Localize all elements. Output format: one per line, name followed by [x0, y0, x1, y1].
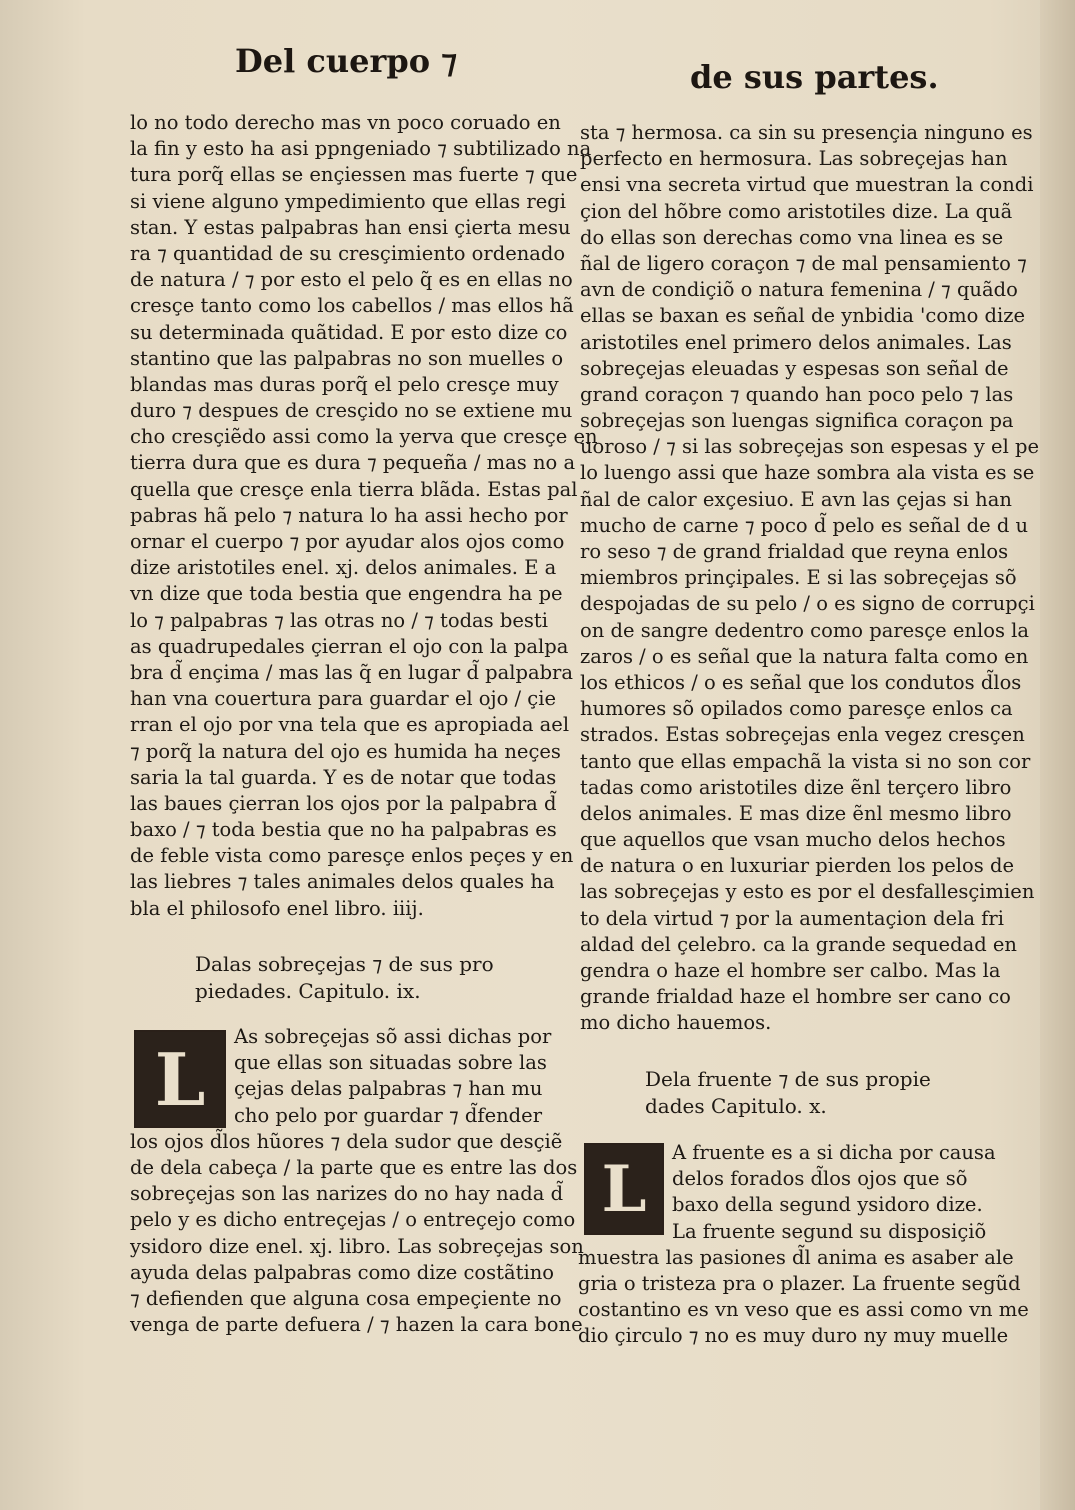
running-head-left: Del cuerpo ⁊ [235, 42, 458, 80]
chapter-heading-ix [195, 951, 494, 1005]
text-line: las baues çierran los ojos por la palpabra d̃ [130, 791, 557, 815]
text-line: cho pelo por guardar ⁊ d̃fender [234, 1103, 543, 1127]
text-line: si viene alguno ympedimiento que ellas regi [130, 189, 566, 213]
text-line: ensi vna secreta virtud que muestran la condi [580, 173, 1034, 197]
text-line: mo dicho hauemos. [580, 1011, 772, 1035]
text-line: lo no todo derecho mas vn poco coruado en [130, 111, 561, 134]
text-line: ra ⁊ quantidad de su cresçimiento ordenado [130, 241, 566, 265]
text-line: delos forados d̃los ojos que sõ [672, 1167, 968, 1191]
text-line: blandas mas duras porq̃ el pelo cresçe muy [130, 372, 559, 396]
text-line: ñal de ligero coraçon ⁊ de mal pensamiento ⁊ [580, 251, 1027, 275]
text-line: lo ⁊ palpabras ⁊ las otras no / ⁊ todas besti [130, 608, 548, 632]
text-line: cresçe tanto como los cabellos / mas ellos hã [130, 294, 574, 318]
text-line: rran el ojo por vna tela que es apropiada ael [130, 713, 570, 737]
text-line: aristotiles enel primero delos animales. Las [580, 330, 1012, 354]
text-line: tadas como aristotiles dize ẽnl terçero libro [580, 775, 1012, 799]
left-column-text-b [130, 1024, 584, 1338]
chapter-heading-line: Dela fruente ⁊ de sus propie [645, 1067, 931, 1091]
text-line: humores sõ opilados como paresçe enlos ca [580, 697, 1013, 721]
text-line: tanto que ellas empachã la vista si no son cor [580, 749, 1031, 773]
text-line: tierra dura que es dura ⁊ pequeña / mas no a [130, 451, 576, 475]
text-line: zaros / o es señal que la natura falta como en [580, 644, 1029, 668]
text-line: de dela cabeça / la parte que es entre las dos [130, 1155, 578, 1179]
text-line: quella que cresçe enla tierra blãda. Estas pal [130, 477, 578, 501]
text-line: lo luengo assi que haze sombra ala vista es se [580, 461, 1035, 485]
text-line: La fruente segund su disposiçiõ [672, 1219, 987, 1243]
text-line: despojadas de su pelo / o es signo de corrupçi [580, 592, 1035, 616]
text-line: grande frialdad haze el hombre ser cano co [580, 985, 1011, 1009]
text-line: vn dize que toda bestia que engendra ha pe [130, 582, 563, 606]
text-line: do ellas son derechas como vna linea es se [580, 225, 1004, 249]
text-line: baxo della segund ysidoro dize. [672, 1193, 983, 1217]
text-line: ornar el cuerpo ⁊ por ayudar alos ojos como [130, 530, 565, 553]
text-line: bla el philosofo enel libro. iiij. [130, 896, 424, 920]
text-line: saria la tal guarda. Y es de notar que todas [130, 765, 557, 789]
text-line: avn de condiçiõ o natura femenina / ⁊ quãdo [580, 278, 1018, 302]
text-line: stantino que las palpabras no son muelles o [130, 346, 564, 370]
text-line: pabras hã pelo ⁊ natura lo ha assi hecho por [130, 503, 568, 527]
text-line: delos animales. E mas dize ẽnl mesmo libro [580, 801, 1012, 825]
text-line: bra d̃ ençima / mas las q̃ en lugar d̃ palpabra [130, 660, 574, 684]
text-line: ⁊ porq̃ la natura del ojo es humida ha neçes [130, 739, 561, 763]
right-column-text-b [578, 1140, 1029, 1350]
text-line: as quadrupedales çierran el ojo con la palpa [130, 634, 569, 658]
text-line: sobreçejas son las narizes do no hay nada d̃ [130, 1182, 564, 1206]
text-line: grand coraçon ⁊ quando han poco pelo ⁊ las [580, 382, 1014, 406]
text-line: dize aristotiles enel. xj. delos animales. E a [130, 556, 557, 580]
text-line: çion del hõbre como aristotiles dize. La quã [580, 199, 1013, 223]
drop-cap-right: L [584, 1143, 664, 1235]
right-column-text [580, 120, 1039, 1037]
text-line: las sobreçejas y esto es por el desfallesçimien [580, 880, 1035, 904]
text-line: la fin y esto ha asi ppngeniado ⁊ subtilizado na [130, 137, 592, 161]
chapter-heading-line: Dalas sobreçejas ⁊ de sus pro [195, 952, 494, 976]
text-line: stan. Y estas palpabras han ensi çierta mesu [130, 215, 571, 239]
chapter-heading-line: dades Capitulo. x. [645, 1094, 827, 1118]
text-line: su determinada quãtidad. E por esto dize co [130, 320, 568, 344]
text-line: uoroso / ⁊ si las sobreçejas son espesas y el pe [580, 435, 1040, 459]
text-line: on de sangre dedentro como paresçe enlos la [580, 618, 1030, 642]
text-line: ⁊ defienden que alguna cosa empeçiente no [130, 1286, 562, 1310]
text-line: sobreçejas son luengas significa coraçon pa [580, 409, 1014, 433]
page-gutter [1040, 0, 1075, 1510]
text-line: ro seso ⁊ de grand frialdad que reyna enlos [580, 540, 1009, 563]
text-line: gria o tristeza pra o plazer. La fruente segũd [578, 1271, 1021, 1295]
text-line: muestra las pasiones d̃l anima es asaber ale [578, 1245, 1014, 1269]
text-line: los ethicos / o es señal que los condutos d̃los [580, 670, 1022, 694]
chapter-heading-x [645, 1066, 931, 1120]
text-line: aldad del çelebro. ca la grande sequedad en [580, 932, 1017, 956]
text-line: cho cresçiẽdo assi como la yerva que cresçe en [130, 425, 598, 449]
text-line: A fruente es a si dicha por causa [672, 1141, 996, 1164]
text-line: dio çirculo ⁊ no es muy duro ny muy muelle [578, 1324, 1009, 1348]
text-line: que ellas son situadas sobre las [234, 1051, 547, 1075]
text-line: costantino es vn veso que es assi como vn me [578, 1298, 1029, 1322]
text-line: to dela virtud ⁊ por la aumentaçion dela fri [580, 906, 1004, 930]
text-line: ñal de calor exçesiuo. E avn las çejas si han [580, 487, 1012, 511]
text-line: que aquellos que vsan mucho delos hechos [580, 828, 1006, 852]
text-line: ellas se baxan es señal de ynbidia 'como dize [580, 304, 1026, 328]
text-line: mucho de carne ⁊ poco d̃ pelo es señal de d u [580, 513, 1029, 537]
left-column-text [130, 110, 598, 922]
text-line: las liebres ⁊ tales animales delos quales ha [130, 870, 555, 894]
text-line: duro ⁊ despues de cresçido no se extiene mu [130, 399, 573, 423]
text-line: çejas delas palpabras ⁊ han mu [234, 1077, 543, 1101]
drop-cap-left: L [134, 1030, 226, 1128]
text-line: perfecto en hermosura. Las sobreçejas han [580, 147, 1008, 171]
chapter-heading-line: piedades. Capitulo. ix. [195, 979, 421, 1003]
text-line: strados. Estas sobreçejas enla vegez cresçen [580, 723, 1025, 747]
text-line: gendra o haze el hombre ser calbo. Mas la [580, 959, 1001, 982]
text-line: sta ⁊ hermosa. ca sin su presençia ninguno es [580, 121, 1033, 144]
text-line: han vna couertura para guardar el ojo / çie [130, 687, 557, 711]
text-line: pelo y es dicho entreçejas / o entreçejo como [130, 1208, 576, 1232]
text-line: miembros prinçipales. E si las sobreçejas sõ [580, 566, 1017, 590]
text-line: ayuda delas palpabras como dize costãtino [130, 1260, 555, 1284]
text-line: ysidoro dize enel. xj. libro. Las sobreçejas son [130, 1234, 584, 1258]
text-line: As sobreçejas sõ assi dichas por [234, 1025, 552, 1048]
text-line: los ojos d̃los hũores ⁊ dela sudor que desçiẽ [130, 1129, 563, 1153]
text-line: de feble vista como paresçe enlos peçes y en [130, 844, 574, 868]
text-line: baxo / ⁊ toda bestia que no ha palpabras es [130, 818, 557, 842]
text-line: venga de parte defuera / ⁊ hazen la cara bone [130, 1313, 583, 1337]
text-line: tura porq̃ ellas se ençiessen mas fuerte ⁊ que [130, 163, 578, 187]
running-head-right: de sus partes. [690, 58, 939, 96]
text-line: de natura / ⁊ por esto el pelo q̃ es en ellas no [130, 268, 573, 292]
text-line: de natura o en luxuriar pierden los pelos de [580, 854, 1015, 878]
text-line: sobreçejas eleuadas y espesas son señal de [580, 356, 1009, 380]
